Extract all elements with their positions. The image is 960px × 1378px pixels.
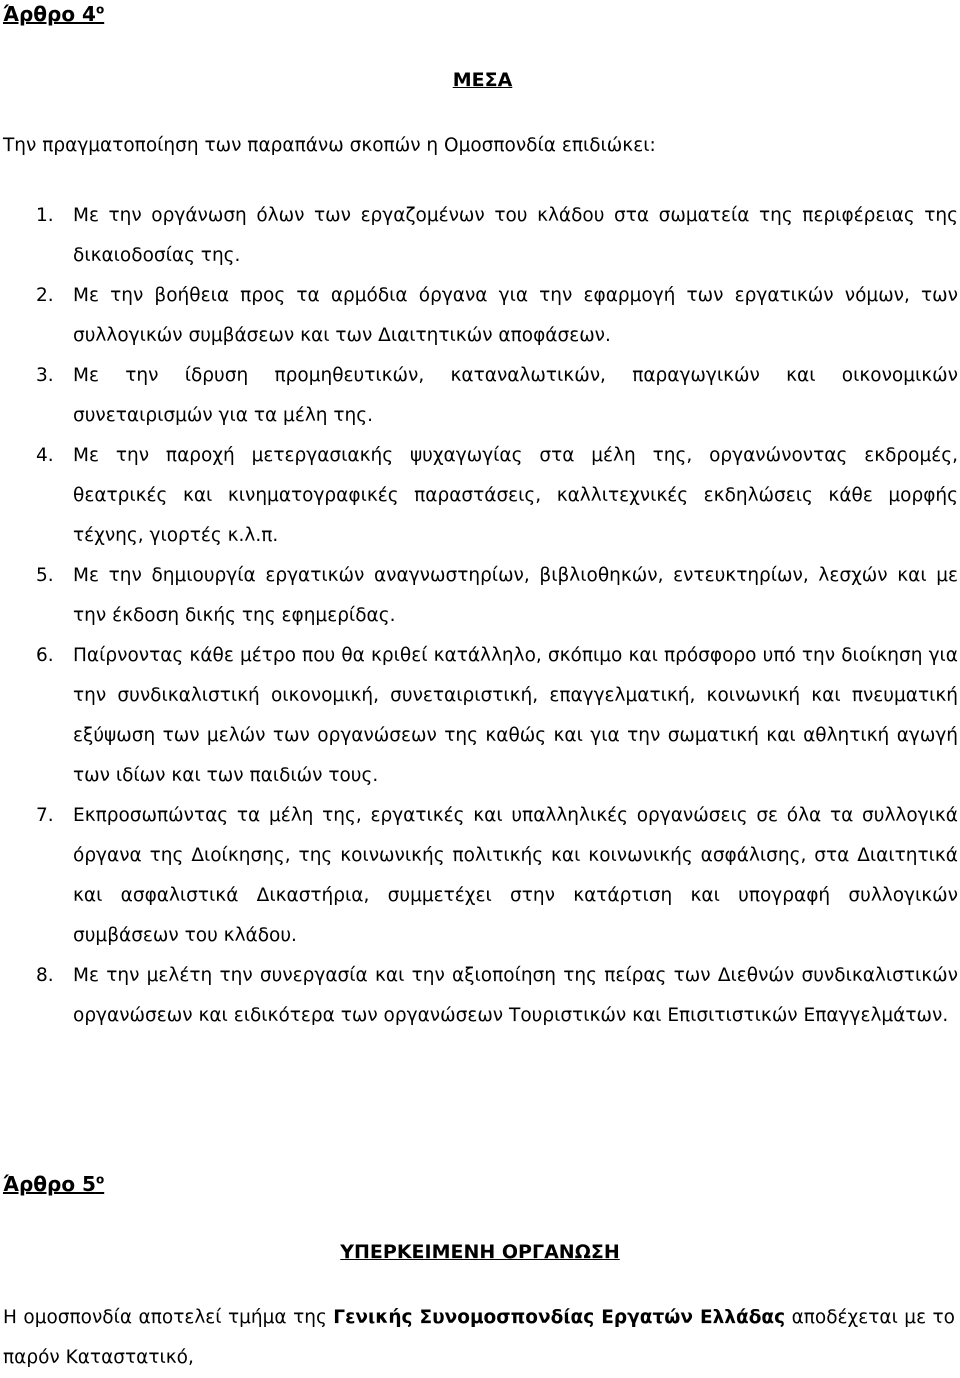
- list-item: 6. Παίρνοντας κάθε μέτρο που θα κριθεί κατάλληλο, σκόπιμο και πρόσφορο υπό την διοίκηση για την συνδικαλιστική οικονομική, συνεταιριστική, επαγγελματική, κοινωνική και πνευματική εξύψωση των μελών των οργανώσεων της καθώς και για την σωματική και αθλητική αγωγή των ιδίων και των παιδιών τους.: [36, 645, 958, 786]
- list-item: 1. Με την οργάνωση όλων των εργαζομένων του κλάδου στα σωματεία της περιφέρειας της δικαιοδοσίας της.: [36, 205, 958, 266]
- list-item: 4. Με την παροχή μετεργασιακής ψυχαγωγίας στα μέλη της, οργανώνοντας εκδρομές, θεατρικές και κινηματογραφικές παραστάσεις, καλλιτεχνικές εκδηλώσεις κάθε μορφής τέχνης, γιορτές κ.λ.π.: [36, 445, 958, 546]
- list-item: 7. Εκπροσωπώντας τα μέλη της, εργατικές και υπαλληλικές οργανώσεις σε όλα τα συλλογικά όργανα της Διοίκησης, της κοινωνικής πολιτικής και κοινωνικής ασφάλισης, στα Διαιτητικά και ασφαλιστικά Δικαστήρια, συμμετέχει στην κατάρτιση και υπογραφή συλλογικών συμβάσεων του κλάδου.: [36, 805, 958, 946]
- means-list: [0, 196, 960, 1036]
- article-4-intro: Την πραγματοποίηση των παραπάνω σκοπών η Ομοσπονδία επιδιώκει:: [3, 135, 656, 156]
- list-item: 2. Με την βοήθεια προς τα αρμόδια όργανα για την εφαρμογή των εργατικών νόμων, των συλλογικών συμβάσεων και των Διαιτητικών αποφάσεων.: [36, 285, 958, 346]
- organization-name: Γενικής Συνομοσπονδίας Εργατών Ελλάδας: [333, 1307, 786, 1328]
- list-item: 8. Με την μελέτη την συνεργασία και την αξιοποίηση της πείρας των Διεθνών συνδικαλιστικών οργανώσεων και ειδικότερα των οργανώσεων Τουριστικών και Επισιτιστικών Επαγγελμάτων.: [36, 965, 958, 1026]
- list-item: 5. Με την δημιουργία εργατικών αναγνωστηρίων, βιβλιοθηκών, εντευκτηρίων, λεσχών και με την έκδοση δικής της εφημερίδας.: [36, 565, 958, 626]
- article-4-heading: Άρθρο $4^o$: [3, 2, 105, 26]
- list-item: 3. Με την ίδρυση προμηθευτικών, καταναλωτικών, παραγωγικών και οικονομικών συνεταιρισμών για τα μέλη της.: [36, 365, 958, 426]
- article-4-title: ΜΕΣΑ: [452, 69, 513, 91]
- article-5-heading: Άρθρο $5^o$: [3, 1172, 105, 1196]
- article-5-paragraph: Η ομοσπονδία αποτελεί τμήμα της Γενικής Συνομοσπονδίας Εργατών Ελλάδας αποδέχεται με το παρόν Καταστατικό,: [3, 1307, 955, 1368]
- article-5-title: ΥΠΕΡΚΕΙΜΕΝΗ ΟΡΓΑΝΩΣΗ: [340, 1241, 620, 1263]
